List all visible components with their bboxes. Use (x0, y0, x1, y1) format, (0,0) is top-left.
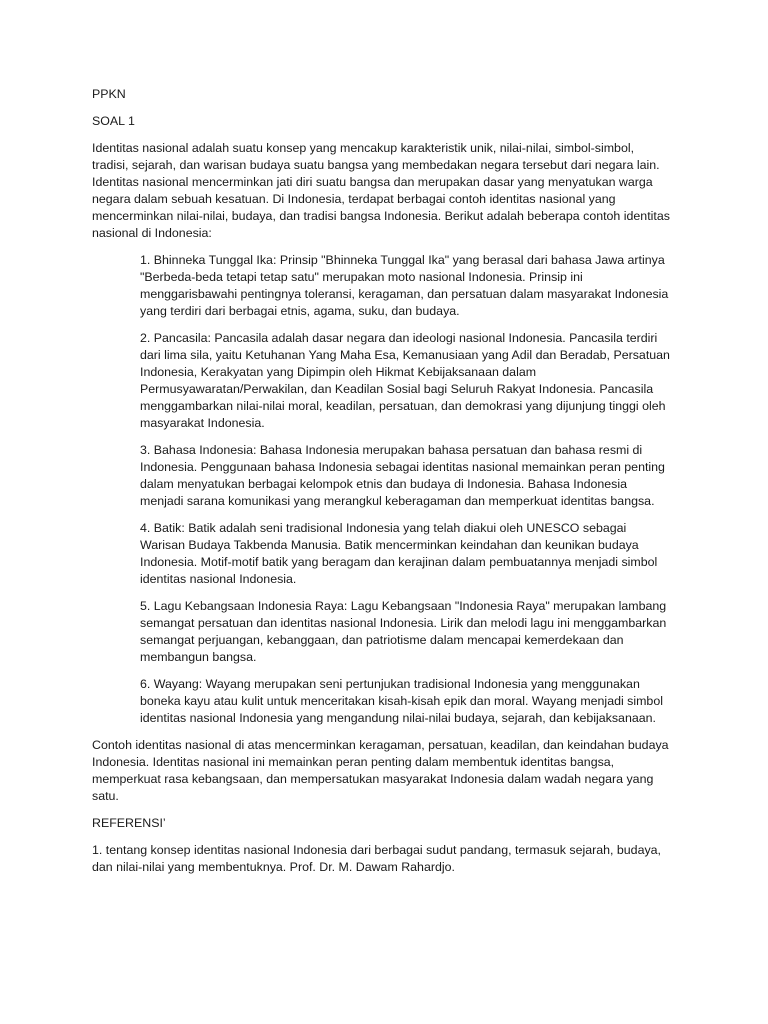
intro-paragraph: Identitas nasional adalah suatu konsep yang mencakup karakteristik unik, nilai-nilai, simbol-simbol, tradisi, sejarah, dan warisan budaya suatu bangsa yang membedakan negara tersebut dari negara lain. Identitas nasional mencerminkan jati diri suatu bangsa dan merupakan dasar yang menyatukan warga negara dalam sebuah kesatuan. Di Indonesia, terdapat berbagai contoh identitas nasional yang mencerminkan nilai-nilai, budaya, dan tradisi bangsa Indonesia. Berikut adalah beberapa contoh identitas nasional di Indonesia: (92, 141, 670, 240)
document-page (92, 86, 672, 886)
reference-item: 1. tentang konsep identitas nasional Indonesia dari berbagai sudut pandang, termasuk sejarah, budaya, dan nilai-nilai yang membentuknya. Prof. Dr. M. Dawam Rahardjo. (92, 843, 661, 874)
list-item: 4. Batik: Batik adalah seni tradisional Indonesia yang telah diakui oleh UNESCO sebagai Warisan Budaya Takbenda Manusia. Batik mencerminkan keindahan dan keunikan budaya Indonesia. Motif-motif batik yang beragam dan kerajinan dalam pembuatannya menjadi simbol identitas nasional Indonesia. (140, 521, 658, 586)
list-item: 1. Bhinneka Tunggal Ika: Prinsip "Bhinneka Tunggal Ika" yang berasal dari bahasa Jawa artinya "Berbeda-beda tetapi tetap satu" merupakan moto nasional Indonesia. Prinsip ini menggarisbawahi pentingnya toleransi, keragaman, dan persatuan dalam masyarakat Indonesia yang terdiri dari berbagai etnis, agama, suku, dan budaya. (140, 253, 669, 318)
list-item: 2. Pancasila: Pancasila adalah dasar negara dan ideologi nasional Indonesia. Pancasila terdiri dari lima sila, yaitu Ketuhanan Yang Maha Esa, Kemanusiaan yang Adil dan Beradab, Persatuan Indonesia, Kerakyatan yang Dipimpin oleh Hikmat Kebijaksanaan dalam Permusyawaratan/Perwakilan, dan Keadilan Sosial bagi Seluruh Rakyat Indonesia. Pancasila menggambarkan nilai-nilai moral, keadilan, persatuan, dan demokrasi yang dijunjung tinggi oleh masyarakat Indonesia. (140, 331, 670, 430)
list-item: 3. Bahasa Indonesia: Bahasa Indonesia merupakan bahasa persatuan dan bahasa resmi di Indonesia. Penggunaan bahasa Indonesia sebagai identitas nasional memainkan peran penting dalam menyatukan berbagai kelompok etnis dan budaya di Indonesia. Bahasa Indonesia menjadi sarana komunikasi yang merangkul keberagaman dan memperkuat identitas bangsa. (140, 443, 665, 508)
list-item: 5. Lagu Kebangsaan Indonesia Raya: Lagu Kebangsaan "Indonesia Raya" merupakan lambang semangat persatuan dan identitas nasional Indonesia. Lirik dan melodi lagu ini menggambarkan semangat perjuangan, kebanggaan, dan patriotisme dalam mencapai kemerdekaan dan membangun bangsa. (140, 599, 667, 664)
references-heading: REFERENSI’ (92, 816, 166, 830)
question-title: SOAL 1 (92, 114, 135, 128)
list-item: 6. Wayang: Wayang merupakan seni pertunjukan tradisional Indonesia yang menggunakan boneka kayu atau kulit untuk menceritakan kisah-kisah epik dan moral. Wayang menjadi simbol identitas nasional Indonesia yang mengandung nilai-nilai budaya, sejarah, dan kebijaksanaan. (140, 677, 663, 725)
conclusion-paragraph: Contoh identitas nasional di atas mencerminkan keragaman, persatuan, keadilan, dan keindahan budaya Indonesia. Identitas nasional ini memainkan peran penting dalam membentuk identitas bangsa, memperkuat rasa kebangsaan, dan mempersatukan masyarakat Indonesia dalam wadah negara yang satu. (92, 738, 669, 803)
examples-list (92, 252, 672, 727)
subject-title: PPKN (92, 87, 126, 101)
